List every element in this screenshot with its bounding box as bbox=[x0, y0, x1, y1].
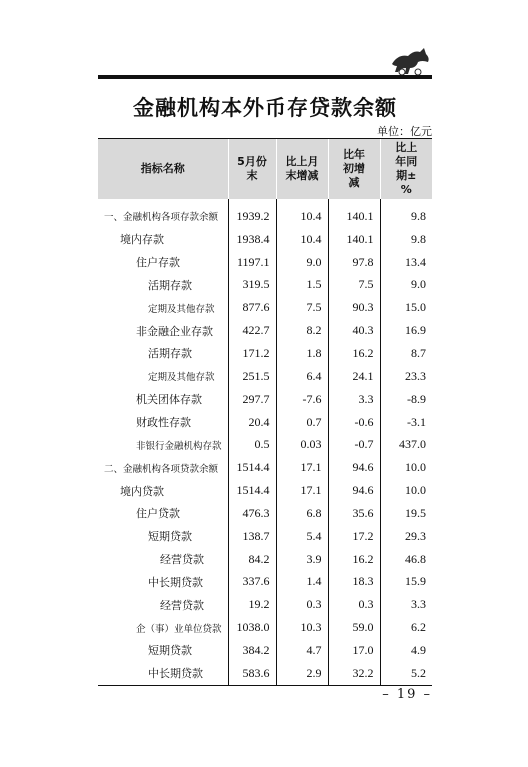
cell-value: 15.9 bbox=[405, 574, 426, 589]
cell-value: 16.2 bbox=[328, 342, 380, 365]
table-row bbox=[98, 502, 432, 525]
cell-value: 1197.1 bbox=[228, 251, 276, 274]
cell-value: -8.9 bbox=[407, 391, 426, 406]
cell-value: 1938.4 bbox=[228, 228, 276, 251]
cell-value: 17.0 bbox=[328, 639, 380, 662]
cell-value: 1.4 bbox=[276, 571, 328, 594]
table-row bbox=[98, 571, 432, 594]
table-row bbox=[98, 593, 432, 616]
table-row bbox=[98, 342, 432, 365]
cell-value: 8.7 bbox=[411, 345, 426, 360]
col-header-mom: 比上月末增减 bbox=[276, 139, 328, 199]
cell-value: 10.0 bbox=[405, 460, 426, 475]
cell-value: 251.5 bbox=[228, 365, 276, 388]
row-label: 定期及其他存款 bbox=[98, 296, 228, 319]
cell-value: 1514.4 bbox=[228, 479, 276, 502]
cell-value: 0.7 bbox=[276, 411, 328, 434]
cell-value: 0.5 bbox=[228, 433, 276, 456]
page-number: – 19 – bbox=[382, 687, 432, 702]
cell-value: 437.0 bbox=[399, 437, 426, 452]
cell-value: 0.3 bbox=[328, 593, 380, 616]
cell-value: 5.2 bbox=[411, 665, 426, 680]
cell-value: 20.4 bbox=[228, 411, 276, 434]
table-row bbox=[98, 365, 432, 388]
cell-value: 17.1 bbox=[276, 479, 328, 502]
table-row bbox=[98, 479, 432, 502]
cell-value: 9.0 bbox=[276, 251, 328, 274]
table-row bbox=[98, 274, 432, 297]
row-label: 短期贷款 bbox=[98, 525, 228, 548]
cell-value: 337.6 bbox=[228, 571, 276, 594]
table-header-row bbox=[98, 139, 432, 199]
col-header-name: 指标名称 bbox=[98, 139, 228, 199]
row-label: 企（事）业单位贷款 bbox=[98, 616, 228, 639]
cell-value: 8.2 bbox=[276, 319, 328, 342]
cell-value: -0.7 bbox=[328, 433, 380, 456]
row-label: 短期贷款 bbox=[98, 639, 228, 662]
table-row bbox=[98, 251, 432, 274]
cell-value: 10.4 bbox=[276, 228, 328, 251]
cell-value: 94.6 bbox=[328, 479, 380, 502]
row-label: 二、金融机构各项贷款余额 bbox=[98, 456, 228, 479]
cell-value: 1038.0 bbox=[228, 616, 276, 639]
cell-value: 32.2 bbox=[328, 662, 380, 685]
row-label: 机关团体存款 bbox=[98, 388, 228, 411]
horse-logo-icon bbox=[388, 46, 432, 76]
cell-value: 10.3 bbox=[276, 616, 328, 639]
cell-value: 97.8 bbox=[328, 251, 380, 274]
cell-value: 1939.2 bbox=[228, 205, 276, 228]
cell-value: 384.2 bbox=[228, 639, 276, 662]
cell-value: 1514.4 bbox=[228, 456, 276, 479]
cell-value: 84.2 bbox=[228, 548, 276, 571]
cell-value: 35.6 bbox=[328, 502, 380, 525]
row-label: 非金融企业存款 bbox=[98, 319, 228, 342]
table-row bbox=[98, 388, 432, 411]
cell-value: 16.9 bbox=[405, 323, 426, 338]
table-row bbox=[98, 228, 432, 251]
cell-value: 3.3 bbox=[411, 597, 426, 612]
cell-value: 877.6 bbox=[228, 296, 276, 319]
cell-value: 422.7 bbox=[228, 319, 276, 342]
cell-value: 3.9 bbox=[276, 548, 328, 571]
cell-value: 0.3 bbox=[276, 593, 328, 616]
cell-value: 6.2 bbox=[411, 620, 426, 635]
cell-value: 19.2 bbox=[228, 593, 276, 616]
cell-value: 4.9 bbox=[411, 642, 426, 657]
row-label: 住户存款 bbox=[98, 251, 228, 274]
cell-value: 171.2 bbox=[228, 342, 276, 365]
col-header-may-end: 5月份末 bbox=[228, 139, 276, 199]
table-row bbox=[98, 662, 432, 685]
cell-value: 1.5 bbox=[276, 274, 328, 297]
row-label: 一、金融机构各项存款余额 bbox=[98, 205, 228, 228]
row-label: 住户贷款 bbox=[98, 502, 228, 525]
data-table bbox=[98, 138, 432, 686]
cell-value: 9.8 bbox=[411, 208, 426, 223]
cell-value: 10.0 bbox=[405, 483, 426, 498]
row-label: 境内存款 bbox=[98, 228, 228, 251]
cell-value: 16.2 bbox=[328, 548, 380, 571]
row-label: 活期存款 bbox=[98, 342, 228, 365]
cell-value: 10.4 bbox=[276, 205, 328, 228]
table-row bbox=[98, 319, 432, 342]
cell-value: 7.5 bbox=[328, 274, 380, 297]
table-row bbox=[98, 296, 432, 319]
cell-value: 1.8 bbox=[276, 342, 328, 365]
cell-value: 23.3 bbox=[405, 368, 426, 383]
row-label: 中长期贷款 bbox=[98, 571, 228, 594]
cell-value: 17.1 bbox=[276, 456, 328, 479]
cell-value: 94.6 bbox=[328, 456, 380, 479]
cell-value: 13.4 bbox=[405, 254, 426, 269]
table-row bbox=[98, 616, 432, 639]
row-label: 定期及其他存款 bbox=[98, 365, 228, 388]
header-rule bbox=[98, 75, 432, 79]
cell-value: 90.3 bbox=[328, 296, 380, 319]
table-row bbox=[98, 456, 432, 479]
row-label: 经营贷款 bbox=[98, 593, 228, 616]
row-label: 中长期贷款 bbox=[98, 662, 228, 685]
cell-value: -7.6 bbox=[276, 388, 328, 411]
row-label: 活期存款 bbox=[98, 274, 228, 297]
cell-value: 6.4 bbox=[276, 365, 328, 388]
page-title: 金融机构本外币存贷款余额 bbox=[133, 96, 397, 120]
row-label: 境内贷款 bbox=[98, 479, 228, 502]
cell-value: 4.7 bbox=[276, 639, 328, 662]
cell-value: 0.03 bbox=[276, 433, 328, 456]
cell-value: -0.6 bbox=[328, 411, 380, 434]
cell-value: 29.3 bbox=[405, 528, 426, 543]
row-label: 经营贷款 bbox=[98, 548, 228, 571]
cell-value: 140.1 bbox=[328, 205, 380, 228]
cell-value: 9.8 bbox=[411, 231, 426, 246]
cell-value: 583.6 bbox=[228, 662, 276, 685]
cell-value: 17.2 bbox=[328, 525, 380, 548]
table-row bbox=[98, 639, 432, 662]
col-header-ytd: 比年初增减 bbox=[328, 139, 380, 199]
col-header-yoy: 比上年同期±% bbox=[380, 139, 432, 199]
cell-value: 24.1 bbox=[328, 365, 380, 388]
unit-label: 单位：亿元 bbox=[377, 125, 432, 138]
cell-value: 297.7 bbox=[228, 388, 276, 411]
cell-value: 9.0 bbox=[411, 277, 426, 292]
table-row bbox=[98, 205, 432, 228]
cell-value: 140.1 bbox=[328, 228, 380, 251]
cell-value: 15.0 bbox=[405, 300, 426, 315]
cell-value: 46.8 bbox=[405, 551, 426, 566]
cell-value: 5.4 bbox=[276, 525, 328, 548]
row-label: 财政性存款 bbox=[98, 411, 228, 434]
cell-value: 319.5 bbox=[228, 274, 276, 297]
cell-value: 7.5 bbox=[276, 296, 328, 319]
table-row bbox=[98, 433, 432, 456]
cell-value: 476.3 bbox=[228, 502, 276, 525]
cell-value: 6.8 bbox=[276, 502, 328, 525]
cell-value: 19.5 bbox=[405, 505, 426, 520]
cell-value: 3.3 bbox=[328, 388, 380, 411]
cell-value: 59.0 bbox=[328, 616, 380, 639]
cell-value: -3.1 bbox=[407, 414, 426, 429]
cell-value: 18.3 bbox=[328, 571, 380, 594]
table-row bbox=[98, 548, 432, 571]
table-row bbox=[98, 525, 432, 548]
cell-value: 2.9 bbox=[276, 662, 328, 685]
cell-value: 40.3 bbox=[328, 319, 380, 342]
table-row bbox=[98, 411, 432, 434]
cell-value: 138.7 bbox=[228, 525, 276, 548]
row-label: 非银行金融机构存款 bbox=[98, 433, 228, 456]
